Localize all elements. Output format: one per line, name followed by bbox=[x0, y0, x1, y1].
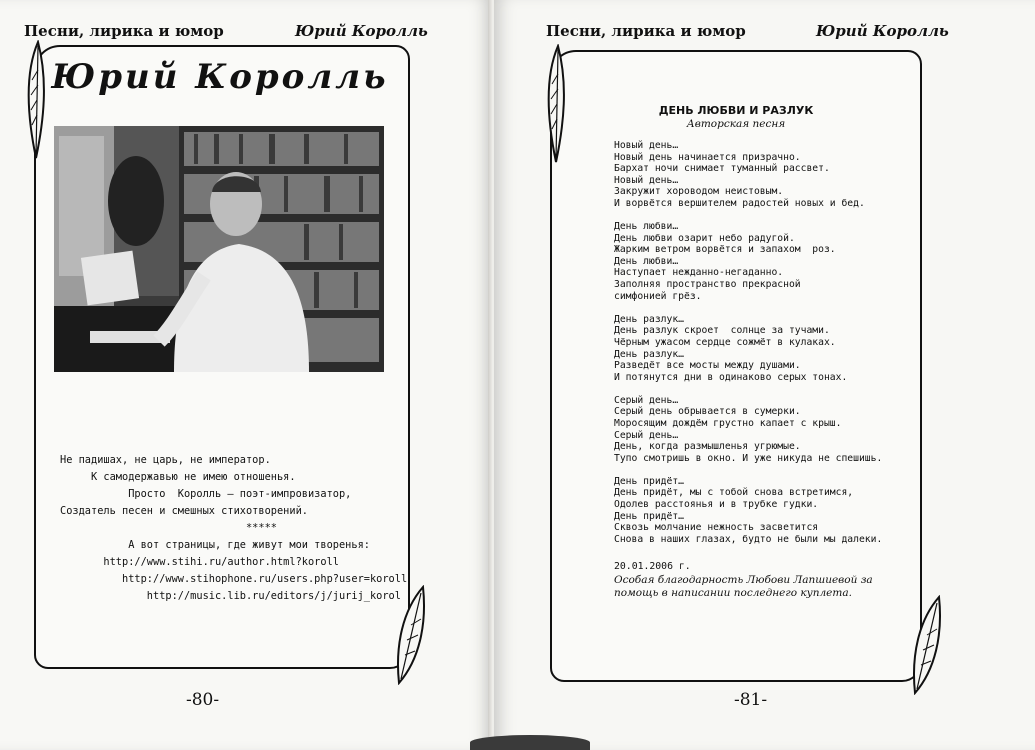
quill-ornament-icon bbox=[909, 595, 945, 695]
lyric-line: Сквозь молчание нежность засветится bbox=[614, 522, 819, 534]
poem-line: Создатель песен и смешных стихотворений. bbox=[60, 505, 308, 517]
lyric-line: Жарким ветром ворвётся и запахом роз. bbox=[614, 244, 836, 256]
lyric-line: День придёт… bbox=[614, 510, 684, 522]
lyric-line: Чёрным ужасом сердце сожмёт в кулаках. bbox=[614, 336, 836, 348]
page-number: -80- bbox=[186, 690, 220, 710]
stanza bbox=[614, 221, 914, 302]
poem-line: Просто Королль – поэт-импровизатор, bbox=[60, 488, 352, 500]
lyric-line: Разведёт все мосты между душами. bbox=[614, 360, 801, 372]
lyric-line: День, когда размышленья угрюмые. bbox=[614, 441, 801, 453]
acknowledgement: Особая благодарность Любови Лапшиевой за помощь в написании последнего куплета. bbox=[614, 574, 873, 599]
running-author: Юрий Королль bbox=[295, 22, 428, 40]
lyric-line: Новый день начинается призрачно. bbox=[614, 151, 801, 163]
running-author: Юрий Королль bbox=[816, 22, 949, 40]
song-title: ДЕНЬ ЛЮБВИ И РАЗЛУК bbox=[658, 104, 814, 117]
lyric-line: И потянутся дни в одинаково серых тонах. bbox=[614, 371, 848, 383]
lyric-line: Новый день… bbox=[614, 140, 679, 151]
poem-line: А вот страницы, где живут мои творенья: bbox=[60, 539, 370, 551]
right-page bbox=[494, 0, 1035, 750]
page-number: -81- bbox=[734, 690, 768, 710]
lyric-line: День любви… bbox=[614, 221, 679, 233]
lyric-line: Новый день… bbox=[614, 174, 679, 186]
song-subtitle: Авторская песня bbox=[686, 118, 786, 130]
lyric-line: симфонией грёз. bbox=[614, 290, 702, 302]
lyric-line: День разлук скроет солнце за тучами. bbox=[614, 325, 830, 337]
url-line: http://music.lib.ru/editors/j/jurij_korol bbox=[60, 590, 401, 602]
lyric-line: День любви… bbox=[614, 255, 679, 267]
author-photo bbox=[54, 126, 384, 372]
lyric-line: Наступает нежданно-негаданно. bbox=[614, 267, 784, 279]
author-title: Юрий Королль bbox=[51, 57, 389, 97]
lyric-line: И ворвётся вершителем радостей новых и бед. bbox=[614, 197, 865, 209]
song-date: 20.01.2006 г. bbox=[614, 561, 691, 572]
lyric-line: Одолев расстоянья и в трубке гудки. bbox=[614, 499, 819, 511]
lyric-line: Моросящим дождём грустно капает с крыш. bbox=[614, 417, 842, 429]
url-line: http://www.stihi.ru/author.html?koroll bbox=[60, 556, 339, 568]
running-title: Песни, лирика и юмор bbox=[24, 22, 224, 40]
lyric-line: Снова в наших глазах, будто не были мы далеки. bbox=[614, 533, 883, 545]
lyric-line: Тупо смотришь в окно. И уже никуда не спешишь. bbox=[614, 452, 883, 464]
author-poem bbox=[60, 452, 410, 605]
lyric-line: День разлук… bbox=[614, 313, 684, 325]
lyric-line: День разлук… bbox=[614, 348, 684, 360]
lyric-line: Бархат ночи снимает туманный рассвет. bbox=[614, 163, 830, 175]
poem-line: Не падишах, не царь, не император. bbox=[60, 454, 271, 466]
lyric-line: Серый день… bbox=[614, 394, 679, 406]
poem-line: К самодержавью не имею отношенья. bbox=[60, 471, 296, 483]
separator-stars: ***** bbox=[60, 522, 277, 534]
lyric-line: День любви озарит небо радугой. bbox=[614, 232, 795, 244]
stanza bbox=[614, 140, 914, 210]
url-line: http://www.stihophone.ru/users.php?user=koroll bbox=[60, 573, 408, 585]
left-page bbox=[0, 0, 492, 750]
stanza bbox=[614, 476, 914, 546]
lyric-line: Заполняя пространство прекрасной bbox=[614, 279, 801, 291]
spine-shadow bbox=[470, 735, 590, 750]
stanza bbox=[614, 314, 914, 384]
running-title: Песни, лирика и юмор bbox=[546, 22, 746, 40]
lyric-line: Серый день… bbox=[614, 429, 679, 441]
lyric-line: Закружит хороводом неистовым. bbox=[614, 186, 784, 198]
song-lyrics bbox=[614, 140, 914, 557]
lyric-line: Серый день обрывается в сумерки. bbox=[614, 406, 801, 418]
lyric-line: День придёт, мы с тобой снова встретимся, bbox=[614, 487, 854, 499]
lyric-line: День придёт… bbox=[614, 475, 684, 487]
stanza bbox=[614, 395, 914, 465]
